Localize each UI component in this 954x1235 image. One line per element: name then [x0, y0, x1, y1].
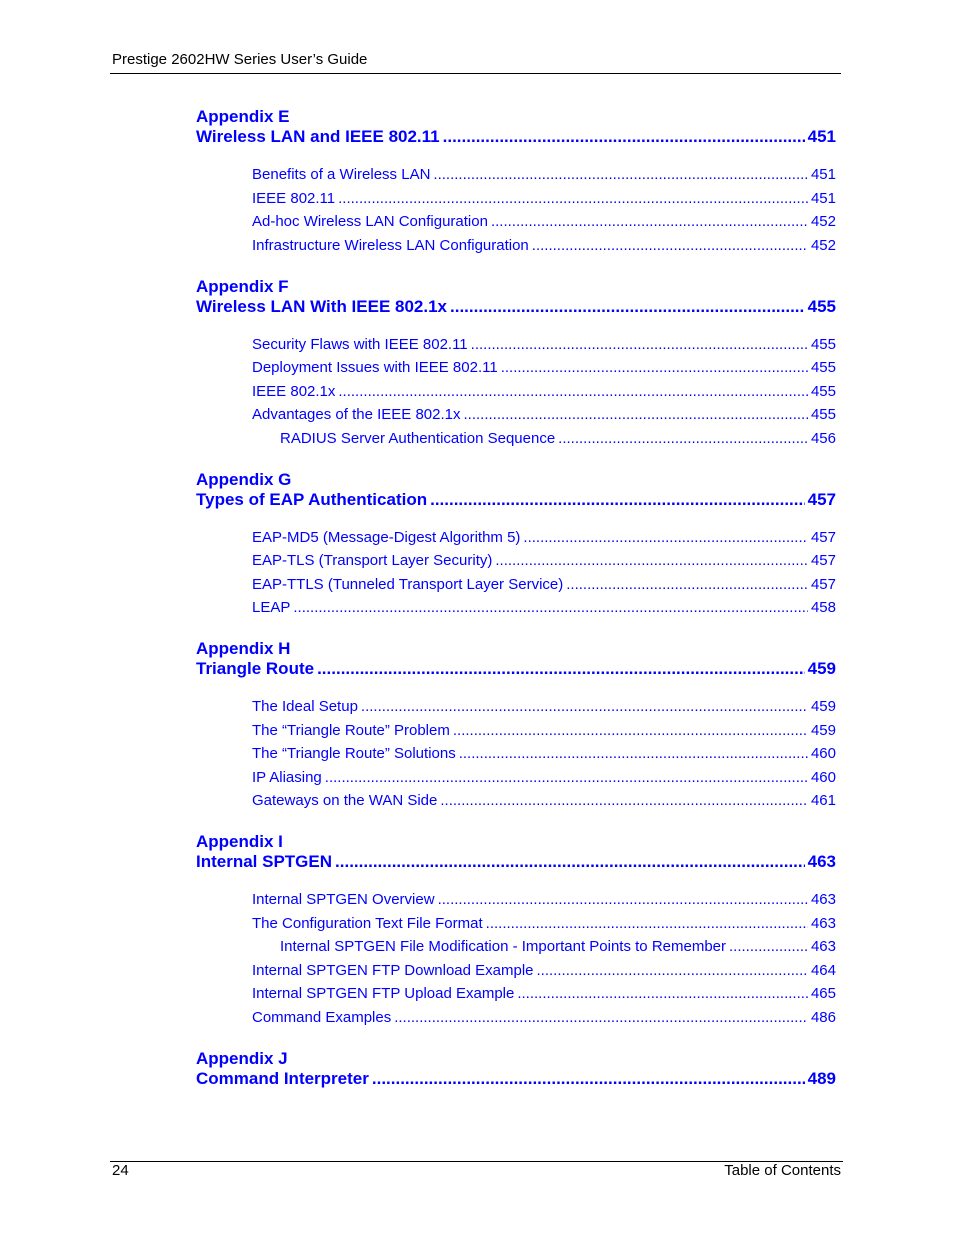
appendix-label[interactable]: Appendix F — [196, 276, 289, 296]
dot-leader — [523, 529, 808, 546]
toc-subentry[interactable] — [252, 166, 836, 183]
toc-subentry[interactable] — [252, 190, 836, 207]
toc-subentry[interactable] — [252, 576, 836, 593]
appendix-label[interactable]: Appendix J — [196, 1048, 288, 1068]
toc-entry-label: Internal SPTGEN File Modification - Important Points to Remember — [280, 938, 727, 955]
toc-subentry[interactable] — [252, 745, 836, 762]
toc-entry-label: The Ideal Setup — [252, 698, 358, 715]
toc-entry-label: Types of EAP Authentication — [196, 489, 428, 509]
toc-entry-page-number: 489 — [807, 1068, 836, 1088]
dot-leader — [471, 336, 808, 353]
toc-entry-label: Internal SPTGEN FTP Upload Example — [252, 985, 515, 1002]
toc-entry-label: Wireless LAN and IEEE 802.11 — [196, 127, 440, 146]
toc-subentry[interactable] — [252, 792, 836, 809]
appendix-label[interactable]: Appendix G — [196, 469, 292, 489]
toc-entry-label: Ad-hoc Wireless LAN Configuration — [252, 213, 488, 230]
toc-entry-page-number: 455 — [810, 359, 836, 376]
appendix-title-entry[interactable] — [196, 490, 836, 510]
toc-subentry[interactable] — [280, 938, 836, 955]
toc-entry-label: Infrastructure Wireless LAN Configuration — [252, 236, 529, 254]
toc-entry-page-number: 457 — [810, 575, 836, 593]
toc-entry-page-number: 460 — [810, 745, 836, 762]
dot-leader — [453, 722, 808, 739]
appendix-label[interactable]: Appendix E — [196, 107, 290, 126]
toc-entry-label: Internal SPTGEN FTP Download Example — [252, 961, 534, 979]
toc-entry-label: EAP-TTLS (Tunneled Transport Layer Service) — [252, 575, 564, 593]
dot-leader — [495, 552, 808, 569]
toc-subentry[interactable] — [252, 722, 836, 739]
toc-entry-page-number: 486 — [810, 1008, 836, 1026]
dot-leader — [338, 383, 808, 400]
toc-entry-label: IEEE 802.11 — [252, 189, 336, 207]
dot-leader — [394, 1009, 808, 1026]
toc-entry-page-number: 463 — [810, 891, 836, 908]
dot-leader — [729, 938, 808, 955]
appendix-title-entry[interactable] — [196, 297, 836, 317]
dot-leader — [532, 237, 808, 254]
dot-leader — [440, 792, 808, 809]
toc-entry-page-number: 456 — [810, 429, 836, 447]
dot-leader — [372, 1069, 805, 1089]
toc-subentry[interactable] — [252, 962, 836, 979]
toc-entry-page-number: 455 — [810, 406, 836, 423]
toc-entry-label: Wireless LAN With IEEE 802.1x — [196, 296, 448, 316]
toc-entry-page-number: 459 — [807, 659, 836, 678]
toc-entry-page-number: 463 — [810, 914, 836, 932]
toc-entry-label: The “Triangle Route” Problem — [252, 721, 450, 739]
toc-entry-page-number: 452 — [810, 213, 836, 230]
toc-entry-page-number: 451 — [807, 127, 836, 146]
toc-entry-label: IP Aliasing — [252, 768, 322, 786]
toc-subentry[interactable] — [252, 237, 836, 254]
header-rule — [110, 73, 841, 74]
appendix-title-entry[interactable] — [196, 1069, 836, 1089]
appendix-title-entry[interactable] — [196, 852, 836, 872]
toc-subentry[interactable] — [280, 430, 836, 447]
toc-entry-label: Command Interpreter — [196, 1068, 369, 1088]
toc-entry-label: Gateways on the WAN Side — [252, 792, 438, 809]
toc-subentry[interactable] — [252, 213, 836, 230]
toc-entry-page-number: 455 — [810, 335, 836, 353]
toc-subentry[interactable] — [252, 406, 836, 423]
toc-subentry[interactable] — [252, 383, 836, 400]
toc-subentry[interactable] — [252, 529, 836, 546]
dot-leader — [491, 213, 808, 230]
dot-leader — [438, 891, 808, 908]
dot-leader — [501, 359, 808, 376]
dot-leader — [537, 962, 808, 979]
toc-entry-page-number: 451 — [810, 166, 836, 183]
toc-entry-page-number: 451 — [810, 189, 836, 207]
toc-entry-label: EAP-TLS (Transport Layer Security) — [252, 552, 493, 569]
appendix-title-entry[interactable] — [196, 659, 836, 679]
dot-leader — [433, 166, 808, 183]
dot-leader — [463, 406, 807, 423]
dot-leader — [325, 769, 808, 786]
toc-entry-page-number: 465 — [810, 985, 836, 1002]
appendix-title-entry[interactable] — [196, 127, 836, 147]
dot-leader — [338, 190, 808, 207]
toc-entry-label: Benefits of a Wireless LAN — [252, 166, 431, 183]
toc-entry-label: RADIUS Server Authentication Sequence — [280, 429, 556, 447]
toc-entry-label: Security Flaws with IEEE 802.11 — [252, 335, 468, 353]
toc-entry-label: Deployment Issues with IEEE 802.11 — [252, 359, 498, 376]
toc-entry-label: IEEE 802.1x — [252, 382, 336, 400]
toc-subentry[interactable] — [252, 336, 836, 353]
toc-entry-page-number: 461 — [810, 792, 836, 809]
toc-entry-label: Internal SPTGEN Overview — [252, 891, 435, 908]
toc-entry-label: The Configuration Text File Format — [252, 914, 483, 932]
appendix-label[interactable]: Appendix H — [196, 639, 291, 658]
toc-entry-page-number: 455 — [807, 296, 836, 316]
dot-leader — [361, 698, 808, 715]
toc-subentry[interactable] — [252, 698, 836, 715]
dot-leader — [459, 745, 808, 762]
toc-subentry[interactable] — [252, 359, 836, 376]
dot-leader — [293, 599, 808, 616]
toc-entry-page-number: 464 — [810, 961, 836, 979]
toc-entry-page-number: 463 — [807, 852, 836, 871]
toc-subentry[interactable] — [252, 891, 836, 908]
dot-leader — [450, 297, 805, 317]
toc-subentry[interactable] — [252, 769, 836, 786]
footer-section-title: Table of Contents — [724, 1162, 841, 1179]
toc-entry-page-number: 457 — [807, 489, 836, 509]
appendix-label[interactable]: Appendix I — [196, 832, 283, 851]
toc-subentry[interactable] — [252, 985, 836, 1002]
toc-entry-page-number: 455 — [810, 382, 836, 400]
dot-leader — [317, 659, 805, 679]
toc-entry-label: The “Triangle Route” Solutions — [252, 745, 456, 762]
dot-leader — [566, 576, 808, 593]
toc-entry-page-number: 460 — [810, 768, 836, 786]
footer-page-number: 24 — [112, 1162, 129, 1179]
dot-leader — [517, 985, 808, 1002]
toc-entry-label: LEAP — [252, 599, 291, 616]
toc-entry-page-number: 463 — [810, 938, 836, 955]
running-header-title: Prestige 2602HW Series User’s Guide — [112, 51, 368, 68]
toc-entry-page-number: 458 — [810, 599, 836, 616]
toc-entry-label: Internal SPTGEN — [196, 852, 333, 871]
dot-leader — [558, 430, 808, 447]
toc-entry-label: Command Examples — [252, 1008, 392, 1026]
dot-leader — [335, 852, 805, 872]
toc-entry-page-number: 457 — [810, 552, 836, 569]
toc-entry-label: Advantages of the IEEE 802.1x — [252, 406, 461, 423]
dot-leader — [486, 915, 808, 932]
toc-subentry[interactable] — [252, 915, 836, 932]
toc-entry-label: Triangle Route — [196, 659, 315, 678]
toc-entry-page-number: 459 — [810, 698, 836, 715]
dot-leader — [443, 127, 805, 147]
toc-entry-page-number: 452 — [810, 236, 836, 254]
toc-entry-label: EAP-MD5 (Message-Digest Algorithm 5) — [252, 528, 521, 546]
toc-subentry[interactable] — [252, 1009, 836, 1026]
toc-entry-page-number: 459 — [810, 721, 836, 739]
toc-entry-page-number: 457 — [810, 528, 836, 546]
toc-subentry[interactable] — [252, 552, 836, 569]
dot-leader — [430, 490, 805, 510]
toc-subentry[interactable] — [252, 599, 836, 616]
